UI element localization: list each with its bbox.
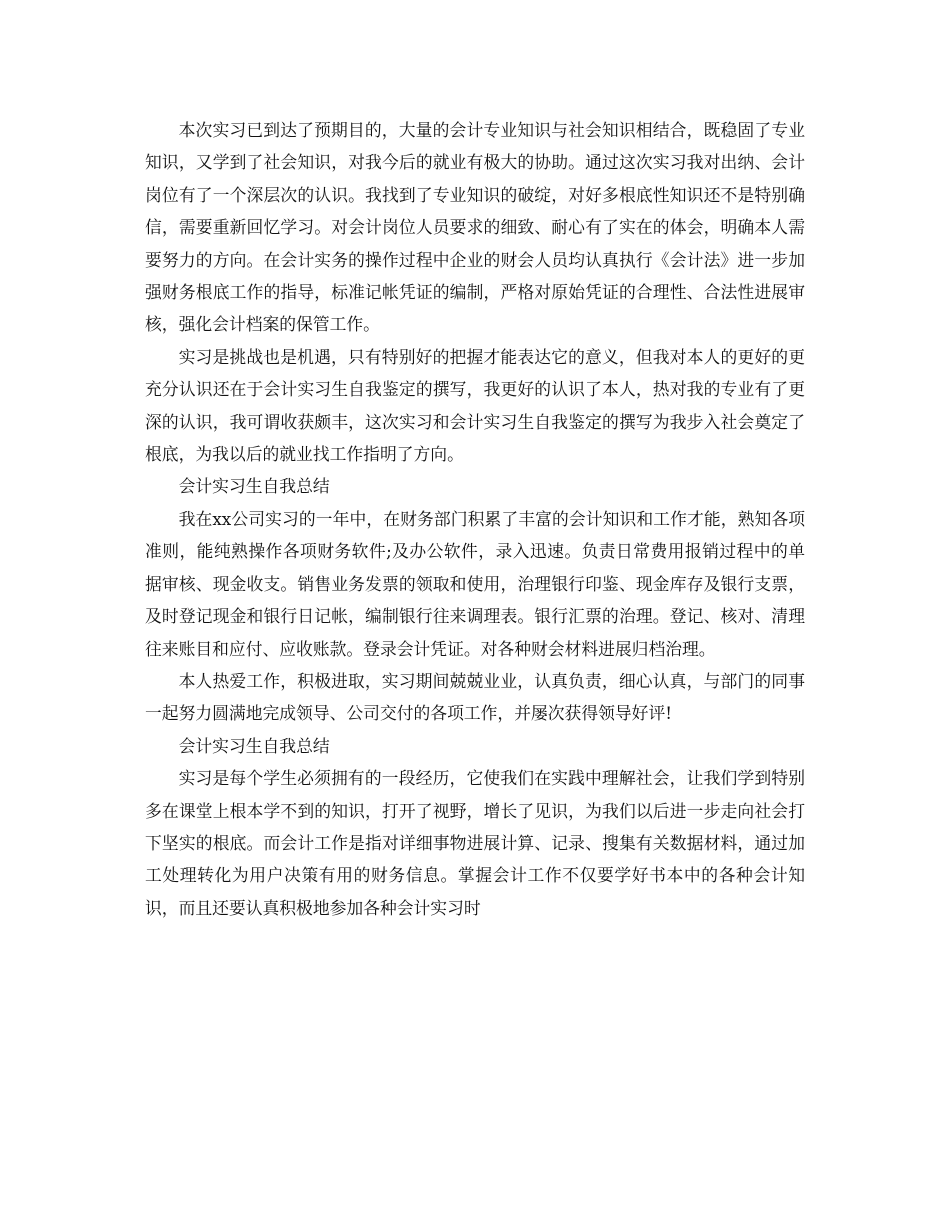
paragraph-internship-experience: 实习是每个学生必须拥有的一段经历，它使我们在实践中理解社会，让我们学到特别多在课堂上根本学不到的知识，打开了视野，增长了见识，为我们以后进一步走向社会打下坚实的根底。而会计工作是指对详细事物进展计算、记录、搜集有关数据材料，通过加工处理转化为用户决策有用的财务信息。掌握会计工作不仅要学好书本中的各种会计知识，而且还要认真积极地参加各种会计实习时 xyxy=(145,768,805,918)
paragraph-internship-goal: 本次实习已到达了预期目的，大量的会计专业知识与社会知识相结合，既稳固了专业知识，又学到了社会知识，对我今后的就业有极大的协助。通过这次实习我对出纳、会计岗位有了一个深层次的认识。我找到了专业知识的破绽，对好多根底性知识还不是特别确信，需要重新回忆学习。对会计岗位人员要求的细致、耐心有了实在的体会，明确本人需要努力的方向。在会计实务的操作过程中企业的财会人员均认真执行《会计法》进一步加强财务根底工作的指导，标准记帐凭证的编制，严格对原始凭证的合理性、合法性进展审核，强化会计档案的保管工作。 xyxy=(145,120,805,335)
paragraph-company-internship: 我在xx公司实习的一年中，在财务部门积累了丰富的会计知识和工作才能，熟知各项准则，能纯熟操作各项财务软件;及办公软件，录入迅速。负责日常费用报销过程中的单据审核、现金收支。销售业务发票的领取和使用，治理银行印鉴、现金库存及银行支票，及时登记现金和银行日记帐，编制银行往来调理表。银行汇票的治理。登记、核对、清理往来账目和应付、应收账款。登录会计凭证。对各种财会材料进展归档治理。 xyxy=(145,508,805,659)
document-body xyxy=(145,114,805,924)
paragraph-work-attitude: 本人热爱工作，积极进取，实习期间兢兢业业，认真负责，细心认真，与部门的同事一起努力圆满地完成领导、公司交付的各项工作，并屡次获得领导好评! xyxy=(145,670,805,724)
paragraph-challenge-opportunity: 实习是挑战也是机遇，只有特别好的把握才能表达它的意义，但我对本人的更好的更充分认识还在于会计实习生自我鉴定的撰写，我更好的认识了本人，热对我的专业有了更深的认识，我可谓收获颇丰，这次实习和会计实习生自我鉴定的撰写为我步入社会奠定了根底，为我以后的就业找工作指明了方向。 xyxy=(145,346,805,465)
section-heading-self-summary-1: 会计实习生自我总结 xyxy=(178,476,330,497)
section-heading-self-summary-2: 会计实习生自我总结 xyxy=(178,735,330,756)
